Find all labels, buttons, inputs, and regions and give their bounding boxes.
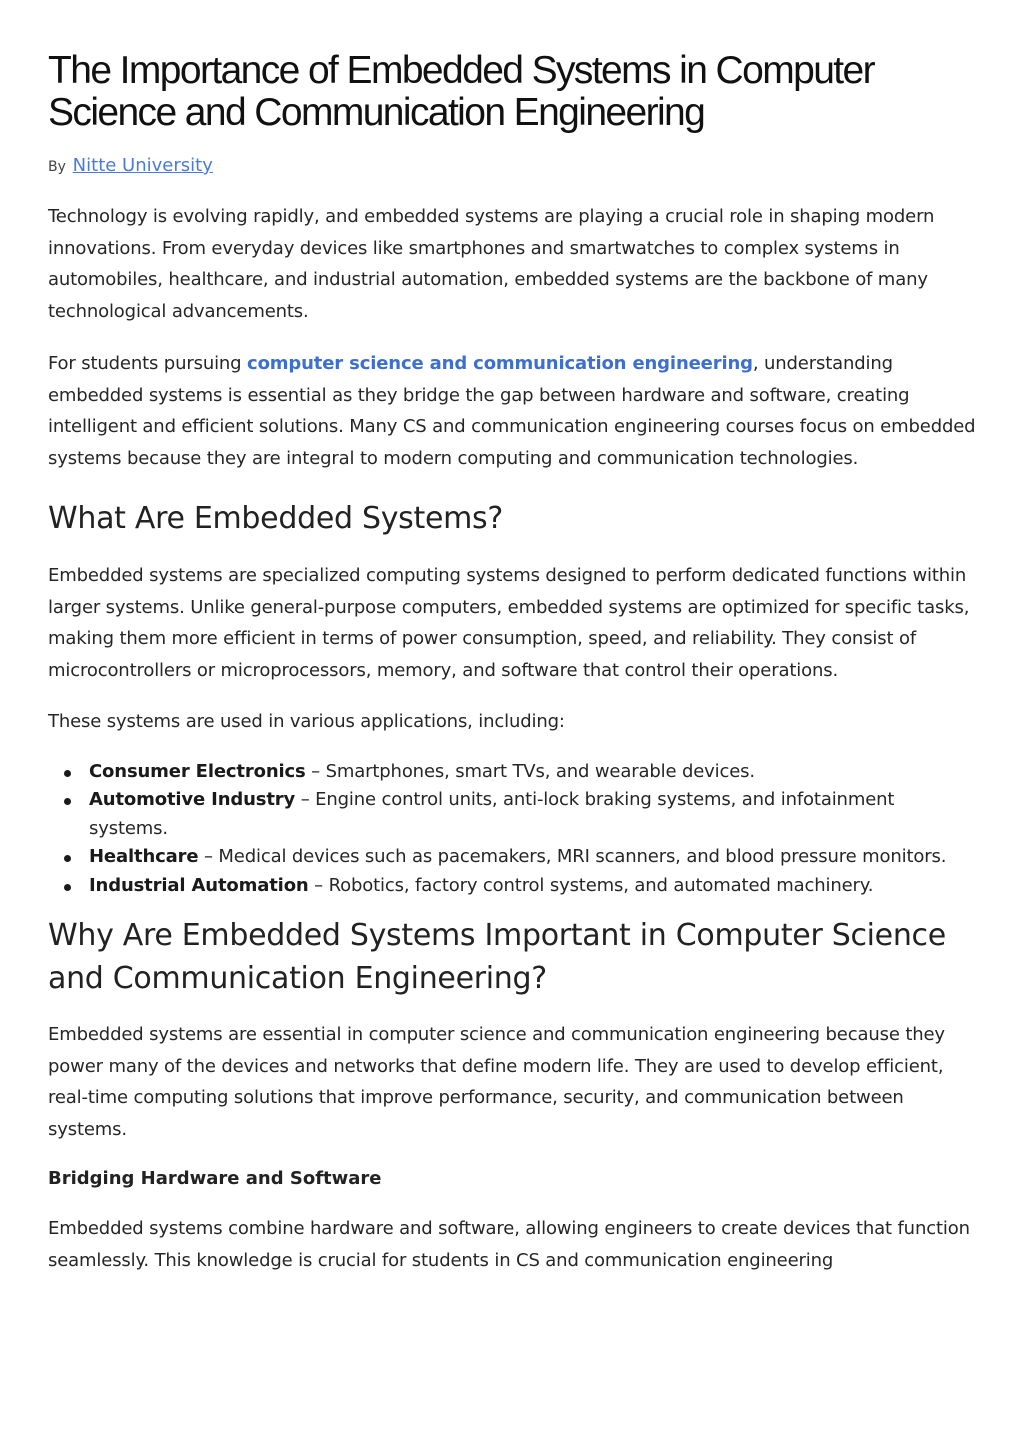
list-item	[48, 843, 976, 872]
list-item-term: Automotive Industry	[89, 789, 296, 810]
applications-intro: These systems are used in various applications, including:	[48, 711, 565, 732]
list-item-term: Healthcare	[89, 846, 199, 867]
hardware-software-paragraph: Embedded systems combine hardware and software, allowing engineers to create devices that function seamlessly. This knowledge is crucial for students in CS and communication engineering	[48, 1218, 970, 1271]
list-item-term: Consumer Electronics	[89, 760, 306, 782]
section-heading-what: What Are Embedded Systems?	[48, 501, 503, 536]
list-item-desc: – Engine control units, anti-lock braking systems, and infotainment systems.	[89, 789, 895, 839]
list-item-desc: – Medical devices such as pacemakers, MRI scanners, and blood pressure monitors.	[198, 846, 947, 867]
list-item	[48, 872, 976, 901]
bullet-icon	[64, 855, 71, 862]
course-paragraph-lead: For students pursuing	[48, 353, 248, 374]
list-item-desc: – Smartphones, smart TVs, and wearable devices.	[305, 760, 755, 782]
bullet-icon	[64, 884, 71, 891]
subsection-heading: Bridging Hardware and Software	[48, 1168, 382, 1189]
section-heading-why: Why Are Embedded Systems Important in Computer Science and Communication Engineering?	[48, 918, 946, 996]
bullet-icon	[64, 798, 71, 805]
author-link[interactable]: Nitte University	[72, 155, 213, 176]
course-paragraph-rest: , understanding embedded systems is essential as they bridge the gap between hardware and software, creating intelligent and efficient solutions. Many CS and communication engineering courses focus on embedded systems because they are integral to modern computing and communication technologies.	[48, 353, 976, 469]
importance-paragraph: Embedded systems are essential in computer science and communication engineering because they power many of the devices and networks that define modern life. They are used to develop efficient, real-time computing solutions that improve performance, security, and communication between systems.	[48, 1024, 945, 1140]
list-item-desc: – Robotics, factory control systems, and automated machinery.	[308, 874, 874, 896]
byline	[48, 155, 976, 178]
course-link[interactable]: computer science and communication engineering	[247, 353, 753, 374]
list-item-term: Industrial Automation	[89, 874, 309, 896]
list-item	[48, 758, 976, 787]
definition-paragraph: Embedded systems are specialized computing systems designed to perform dedicated functions within larger systems. Unlike general-purpose computers, embedded systems are optimized for specific tasks, making them more efficient in terms of power consumption, speed, and reliability. They consist of microcontrollers or microprocessors, memory, and software that control their operations.	[48, 565, 970, 681]
list-item	[48, 786, 976, 843]
bullet-icon	[64, 770, 71, 777]
intro-paragraph: Technology is evolving rapidly, and embedded systems are playing a crucial role in shaping modern innovations. From everyday devices like smartphones and smartwatches to complex systems in automobiles, healthcare, and industrial automation, embedded systems are the backbone of many technological advancements.	[48, 206, 935, 322]
course-paragraph	[48, 348, 976, 474]
article-title: The Importance of Embedded Systems in Computer Science and Communication Engineering	[48, 49, 874, 134]
byline-prefix: By	[48, 159, 66, 175]
applications-list	[48, 758, 976, 901]
